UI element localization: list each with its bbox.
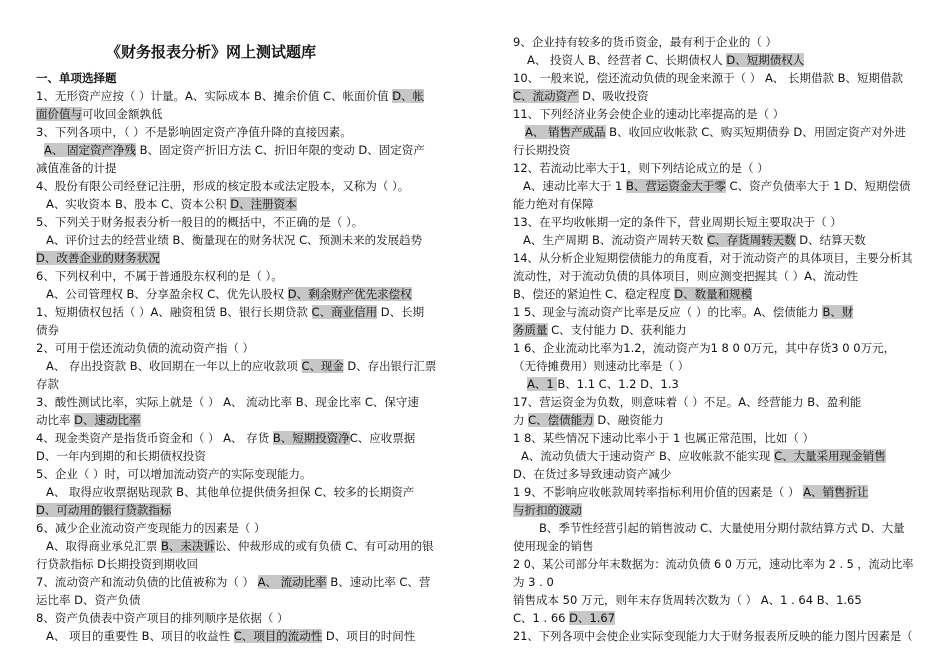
text-line xyxy=(521,448,886,464)
highlighted-answer: A、 销售产成品 xyxy=(525,125,606,139)
line-text: A、流动负债大于速动资产 B、应收帐款不能实现 xyxy=(521,449,775,463)
text-line xyxy=(36,376,59,392)
highlighted-answer: B、财 xyxy=(822,305,854,319)
line-text: A、公司管理权 B、分享盈余权 C、优先认股权 xyxy=(46,287,288,301)
text-line xyxy=(513,412,664,428)
highlighted-answer: D、速动比率 xyxy=(74,413,141,427)
highlighted-answer: B、未决诉 xyxy=(161,539,215,553)
text-line xyxy=(36,178,409,194)
line-text: 4、现金类资产是指货币资金和（ ） A、 存货 xyxy=(36,431,273,445)
text-line xyxy=(513,592,862,608)
text-line xyxy=(513,628,913,644)
highlighted-answer: D、帐 xyxy=(392,89,425,103)
line-text: B、收回应收帐款 C、购买短期债券 D、用固定资产对外进 xyxy=(605,125,906,139)
text-line xyxy=(36,160,117,176)
text-line xyxy=(513,538,594,554)
text-line xyxy=(36,340,254,356)
highlighted-answer: C、偿债能力 xyxy=(528,413,594,427)
text-line xyxy=(523,232,866,248)
line-text: B、1.1 C、1.2 D、1.3 xyxy=(557,377,679,391)
line-text: D、结算天数 xyxy=(795,233,866,247)
line-text: 1 5、现金与流动资产比率是反应（ ）的比率。A、偿债能力 xyxy=(513,305,823,319)
text-line xyxy=(513,304,853,320)
line-text: 讼、仲裁形成的或有负债 C、有可动用的银 xyxy=(214,539,434,553)
line-text: 12、若流动比率大于1，则下列结论成立的是（ ） xyxy=(513,161,769,175)
highlighted-answer: C、存货周转天数 xyxy=(707,233,796,247)
line-text: （无待摊费用）则速动比率是（ ） xyxy=(513,359,690,373)
text-line xyxy=(513,322,687,338)
line-text: 债券 xyxy=(36,323,59,337)
text-line xyxy=(36,574,430,590)
line-text: A、 投资人 B、经营者 C、长期债权人 xyxy=(527,53,727,67)
text-line xyxy=(513,466,671,482)
text-line xyxy=(525,124,906,140)
text-line xyxy=(513,106,784,122)
line-text: 1 6、企业流动比率为1.2，流动资产为1 8 0 0万元，其中存货3 0 0万元， xyxy=(513,341,896,355)
text-line xyxy=(36,520,265,536)
highlighted-answer: D、注册资本 xyxy=(230,197,297,211)
line-text: 6、减少企业流动资产变现能力的因素是（ ） xyxy=(36,521,266,535)
text-line xyxy=(36,592,141,608)
text-line xyxy=(36,88,424,104)
text-line xyxy=(36,124,352,140)
line-text: 行长期投资 xyxy=(513,143,571,157)
line-text: D、在货过多导致速动资产减少 xyxy=(513,467,672,481)
line-text: 运比率 D、资产负债 xyxy=(36,593,141,607)
line-text: 存款 xyxy=(36,377,59,391)
text-line xyxy=(36,448,206,464)
line-text: 流动性，对于流动负债的具体项目，则应测变把握其（ ）A、流动性 xyxy=(513,269,859,283)
line-text: 3、下列各项中，（ ）不是影响固定资产净值升降的直接因素。 xyxy=(36,125,352,139)
line-text: D、存出银行汇票 xyxy=(343,359,437,373)
text-line xyxy=(36,502,171,518)
highlighted-answer: D、1.67 xyxy=(569,611,616,625)
highlighted-answer: B、营运资金大于零 xyxy=(626,179,726,193)
line-text: 动比率 xyxy=(36,413,75,427)
line-text: C、资产负债率大于 1 D、短期偿债 xyxy=(725,179,911,193)
highlighted-answer: D、数量和规模 xyxy=(674,287,753,301)
highlighted-answer: A、 流动比率 xyxy=(257,575,327,589)
text-line xyxy=(513,160,769,176)
text-line xyxy=(36,556,198,572)
text-line xyxy=(36,106,163,122)
text-line xyxy=(513,610,615,626)
text-line xyxy=(36,394,419,410)
line-text: A、 取得应收票据贴现款 B、其他单位提供债务担保 C、较多的长期资产 xyxy=(46,485,415,499)
line-text: D、一年内到期的和长期债权投资 xyxy=(36,449,206,463)
line-text: 1、短期债权包括（ ）A、融资租赁 B、银行长期贷款 xyxy=(36,305,312,319)
line-text: A、 项目的重要性 B、项目的收益性 xyxy=(46,629,234,643)
text-line xyxy=(46,628,415,644)
line-text: 11、下列经济业务会使企业的速动比率提高的是（ ） xyxy=(513,107,785,121)
line-text: D、吸收投资 xyxy=(578,89,649,103)
line-text: 9、企业持有较多的货币资金，最有利于企业的（ ） xyxy=(513,35,777,49)
text-line xyxy=(46,196,297,212)
line-text: 13、在平均收帐期一定的条件下，营业周期长短主要取决于（ ） xyxy=(513,215,842,229)
line-text: 能力绝对有保障 xyxy=(513,197,594,211)
text-line xyxy=(513,286,752,302)
highlighted-answer: C、现金 xyxy=(301,359,344,373)
line-text: 2、可用于偿还流动负债的流动资产指（ ） xyxy=(36,341,254,355)
text-line xyxy=(513,196,594,212)
text-line xyxy=(539,520,905,536)
line-text: 2 0、某公司部分年末数据为：流动负债 6 0 万元，速动比率为 2 . 5 ，流动比率 xyxy=(513,557,914,571)
line-text: A、速动比率大于 1 xyxy=(523,179,626,193)
text-line xyxy=(46,232,422,248)
text-line xyxy=(36,412,141,428)
line-text: C、1 . 66 xyxy=(513,611,570,625)
line-text: B、季节性经营引起的销售波动 C、大量使用分期付款结算方式 D、大量 xyxy=(539,521,905,535)
highlighted-answer: 与折扣的波动 xyxy=(513,503,582,517)
text-line xyxy=(44,142,425,158)
highlighted-answer: D、短期债权人 xyxy=(726,53,805,67)
text-line xyxy=(513,142,571,158)
text-line xyxy=(513,502,582,518)
highlighted-answer: C、项目的流动性 xyxy=(233,629,323,643)
text-line xyxy=(513,214,842,230)
text-line xyxy=(513,70,903,86)
text-line xyxy=(513,250,913,266)
text-line xyxy=(46,286,412,302)
line-text: A、实收资本 B、股本 C、资本公积 xyxy=(46,197,231,211)
line-text: 可收回金额孰低 xyxy=(82,107,163,121)
line-text: A、取得商业承兑汇票 xyxy=(46,539,162,553)
line-text: B、固定资产折旧方法 C、折旧年限的变动 D、固定资产 xyxy=(136,143,425,157)
section-heading xyxy=(36,70,117,86)
line-text: 6、下列权利中，不属于普通股东权利的是（ ）。 xyxy=(36,269,283,283)
line-text: 21、下列各项中会使企业实际变现能力大于财务报表所反映的能力图片因素是（ xyxy=(513,629,913,643)
text-line xyxy=(513,484,868,500)
line-text: 为 3 . 0 xyxy=(513,575,554,589)
line-text: 1 8、某些情况下速动比率小于 1 也属正常范围，比如（ ） xyxy=(513,431,815,445)
line-text: 销售成本 50 万元，则年末存货周转次数为（ ） A、1 . 64 B、1.65 xyxy=(513,593,862,607)
line-text: 7、流动资产和流动负债的比值被称为（ ） xyxy=(36,575,258,589)
highlighted-answer: D、剩余财产优先求偿权 xyxy=(287,287,412,301)
highlighted-answer: A、 固定资产净残 xyxy=(44,143,137,157)
text-line xyxy=(36,304,424,320)
line-text: 5、下列关于财务报表分析一般目的的概括中，不正确的是（ ）。 xyxy=(36,215,364,229)
highlighted-answer: C、流动资产 xyxy=(513,89,579,103)
line-text: D、融资能力 xyxy=(593,413,664,427)
line-text: 10、一般来说，偿还流动负债的现金来源于（ ） A、 长期借款 B、短期借款 xyxy=(513,71,904,85)
text-line xyxy=(513,394,861,410)
highlighted-answer: D、改善企业的财务状况 xyxy=(36,251,160,265)
page-title xyxy=(106,44,316,60)
line-text: A、 存出投资款 B、收回期在一年以上的应收款项 xyxy=(46,359,302,373)
text-line xyxy=(46,538,434,554)
text-line xyxy=(46,484,414,500)
text-line xyxy=(513,340,895,356)
text-line xyxy=(523,178,911,194)
line-text: 1、无形资产应按（ ）计量。A、实际成本 B、摊余价值 C、帐面价值 xyxy=(36,89,393,103)
line-text: 《财务报表分析》网上测试题库 xyxy=(106,43,317,61)
line-text: B、偿还的紧迫性 C、稳定程度 xyxy=(513,287,675,301)
highlighted-answer: C、商业信用 xyxy=(311,305,378,319)
highlighted-answer: C、大量采用现金销售 xyxy=(774,449,886,463)
line-text: C、支付能力 D、获利能力 xyxy=(547,323,687,337)
highlighted-answer: A、1 xyxy=(527,377,558,391)
text-line xyxy=(36,250,160,266)
text-line xyxy=(36,466,311,482)
text-line xyxy=(527,376,679,392)
line-text: 一、单项选择题 xyxy=(36,71,117,85)
line-text: A、生产周期 B、流动资产周转天数 xyxy=(523,233,708,247)
line-text: B、速动比率 C、营 xyxy=(326,575,431,589)
line-text: 8、资产负债表中资产项目的排列顺序是依据（ ） xyxy=(36,611,289,625)
highlighted-answer: 面价值与 xyxy=(36,107,82,121)
text-line xyxy=(513,88,649,104)
line-text: 17、营运资金为负数，则意味着（ ）不足。A、经营能力 B、盈利能 xyxy=(513,395,862,409)
line-text: 14、从分析企业短期偿债能力的角度看，对于流动资产的具体项目，主要分析其 xyxy=(513,251,913,265)
text-line xyxy=(513,358,689,374)
text-line xyxy=(527,52,804,68)
text-line xyxy=(36,268,283,284)
text-line xyxy=(513,34,777,50)
line-text: 力 xyxy=(513,413,529,427)
line-text: 3、酸性测试比率，实际上就是（ ） A、 流动比率 B、现金比率 C、保守速 xyxy=(36,395,419,409)
highlighted-answer: A、销售折让 xyxy=(803,485,869,499)
highlighted-answer: 务质量 xyxy=(513,323,548,337)
text-line xyxy=(36,610,288,626)
line-text: 1 9、不影响应收帐款周转率指标利用价值的因素是（ ） xyxy=(513,485,804,499)
line-text: D、项目的时间性 xyxy=(322,629,416,643)
text-line xyxy=(513,268,858,284)
line-text: A、评价过去的经营业绩 B、衡量现在的财务状况 C、预测未来的发展趋势 xyxy=(46,233,423,247)
line-text: C、应收票据 xyxy=(349,431,416,445)
text-line xyxy=(513,430,814,446)
line-text: 减值准备的计提 xyxy=(36,161,117,175)
line-text: 使用现金的销售 xyxy=(513,539,594,553)
text-line xyxy=(513,556,913,572)
text-line xyxy=(36,322,59,338)
text-line xyxy=(46,358,436,374)
line-text: 5、企业（ ）时，可以增加流动资产的实际变现能力。 xyxy=(36,467,312,481)
highlighted-answer: D、可动用的银行贷款指标 xyxy=(36,503,172,517)
line-text: D、长期 xyxy=(377,305,425,319)
text-line xyxy=(513,574,554,590)
highlighted-answer: B、短期投资净 xyxy=(272,431,350,445)
text-line xyxy=(36,430,415,446)
line-text: 行贷款指标 D长期投资到期收回 xyxy=(36,557,199,571)
line-text: 4、股份有限公司经登记注册，形成的核定股本或法定股本，又称为（ ）。 xyxy=(36,179,410,193)
text-line xyxy=(36,214,363,230)
